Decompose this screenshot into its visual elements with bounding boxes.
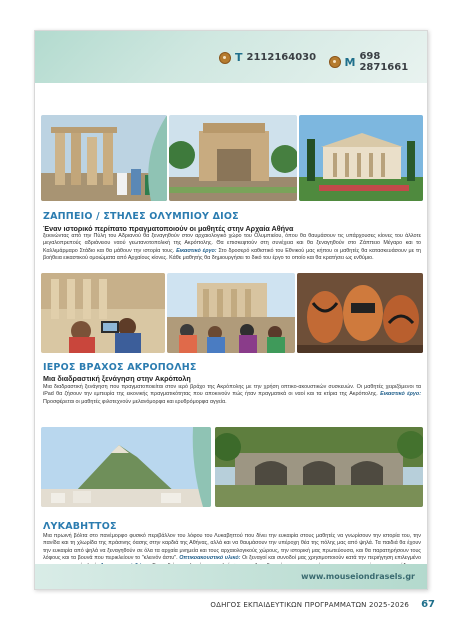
website-band [35,564,428,590]
activity-acropolis: Προσφέρεται οι μαθητές φιλοτεχνούν μελανόμορφα και ερυθρόμορφα αγγεία. [43,398,227,405]
phone-contact [219,51,316,64]
page-footer [0,598,455,614]
website-link[interactable]: www.mouseiondrasels.gr [301,572,415,581]
phone-number: 2112164030 [246,52,317,63]
section-title-acropolis: ΙΕΡΟΣ ΒΡΑΧΟΣ ΑΚΡΟΠΟΛΗΣ [43,362,197,373]
mobile-contact [329,51,428,73]
material-lycabettus: Οι ξεναγοί και συνοδοί μας χρησιμοποιούν κατά την περιήγηση επιλεγμένο [242,555,421,562]
phone-letter: T [235,51,243,64]
hadrian-gate-photo [169,115,297,201]
material-label-lycabettus: Οπτικοακουστικό υλικό: [179,555,241,562]
photo-row-lycabettus [41,427,423,507]
activity-label-acropolis: Εικαστικό έργο: [380,391,422,398]
photo-row-zappeio [41,115,423,201]
photo-row-acropolis [41,273,423,353]
phone-icon [219,52,231,64]
subtitle-zappeio: Έναν ιστορικό περίπατο πραγματοποιούν οι μαθητές στην Αρχαία Αθήνα [43,224,294,233]
mobile-number: 698 2871661 [359,51,409,73]
zappeion-photo [299,115,423,201]
activity-label-zappeio: Εικαστικό έργο: [176,247,217,254]
header-band [35,31,428,83]
pottery-vases-photo [297,273,423,353]
brochure-page [34,30,428,590]
subtitle-acropolis: Μια διαδραστική ξενάγηση στην Ακρόπολη [43,374,191,383]
page-number: 67 [421,599,435,610]
lycabettus-amphitheatre-photo [215,427,423,507]
erechtheion-photo [167,273,295,353]
lycabettus-hill-photo [41,427,211,507]
paragraph-acropolis: Μια διαδραστική ξενάγηση που πραγματοποιείται στον ιερό βράχο της Ακρόπολης με την χρήση οπτικο-ακουστικών συσκευών. Οι μαθητές χειριζόμενοι τα iPad θα ζήσουν την εμπειρία της εικονικής πραγματικότητας που αποκινούν πώς ήταν πραγματικά οι ναοί και τα κτίρια της Ακρόπολης. [43,384,421,398]
paragraph-zappeio: ξεκινώντας από την Πύλη του Αδριανού θα ξεναγηθούν στον αρχαιολογικό χώρο του Ολυμπιείου, όπου θα θαυμάσουν τις υπάρχουσες κίονες του άλλοτε μεγαλοπρεπούς αδριάνειου ναού γεωτανοτοπολική της Ακρόπολης. Θα επισκεφτούν στη συνέχεια και θα ξεναγηθούν στο Ζάππειο Μέγαρο και το Καλλιμάρμαρο Στάδιο και θα μάθουν την ιστορία τους. [43,233,421,254]
mobile-letter: M [344,55,356,69]
section-title-zappeio: ΖΑΠΠΕΙΟ / ΣΤΗΛΕΣ ΟΛΥΜΠΙΟΥ ΔΙΟΣ [43,211,239,222]
section-title-lycabettus: ΛΥΚΑΒΗΤΤΟΣ [43,521,117,532]
activity-zappeio: Στο δροσερό καθιστικό του Εθνικού μας κήπου οι μαθητές θα κατασκευάσουν με τη βοήθεια εικαστικού ομοιώματα από Αρχαίους κίονες. Κάθε μαθητής θα δημιουργήσει το δικό του έργο το οποίο και θα κρατήσει ως ενθύμιο. [43,247,422,262]
body-acropolis [43,384,421,406]
footer-label: ΟΔΗΓΟΣ ΕΚΠΑΙΔΕΥΤΙΚΩΝ ΠΡΟΓΡΑΜΜΑΤΩΝ 2025-2026 [210,601,409,609]
olympieion-columns-photo [41,115,167,201]
mobile-icon [329,56,341,68]
body-zappeio [43,233,421,263]
acropolis-ipad-photo [41,273,165,353]
paragraph-lycabettus: Μια πρωινή βόλτα στο πανέμορφο φυσικό περιβάλλον του λόφου του Λυκαβηττού που δίνει την ευκαιρία στους μαθητές να γνωρίσουν την ιστορία του, την πανίδα και τη χλωρίδα της πράσινης όασης στην καρδιά της Αθήνας, αλλά και να θαυμάσουν την υπέροχη θέα της πόλης μας από ψηλά. Τα παιδιά θα έχουν την ευκαιρία από ψηλά να ξεναγηθούν σε όλα τα αρχαία μνημεία και τους αρχαιολογικούς χώρους, την ιστορική μας πρωτεύουσα, και θα παρατηρήσουν τους λόφους και τα βουνά που περικλείουν το "κλεινόν άστυ". [43,533,421,562]
